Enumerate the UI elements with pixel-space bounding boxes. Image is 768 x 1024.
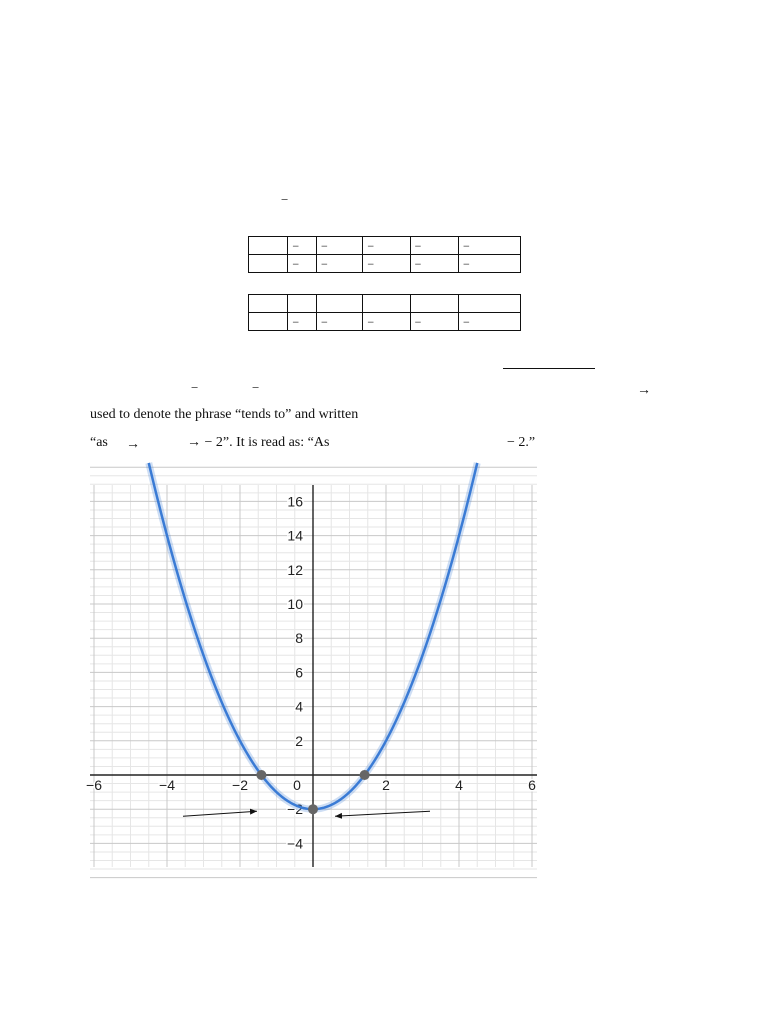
- table-row: [249, 255, 521, 273]
- table-cell: −: [458, 255, 520, 273]
- x-tick-label: 6: [528, 777, 536, 793]
- paragraph-line-3-start: “as: [90, 435, 108, 450]
- y-tick-label: 8: [295, 630, 303, 647]
- x-tick-label: −4: [159, 777, 175, 793]
- y-tick-label: 14: [287, 527, 303, 544]
- table-cell: −: [288, 255, 317, 273]
- blank-underline: [503, 368, 595, 369]
- paragraph-line-3-middle: → − 2”. It is read as: “As: [187, 435, 330, 450]
- table-cell: −: [458, 313, 520, 331]
- y-tick-label: −4: [287, 835, 303, 852]
- table-cell: −: [363, 255, 410, 273]
- x-tick-label: −6: [86, 777, 102, 793]
- y-tick-label: 6: [295, 664, 303, 681]
- table-cell: [288, 295, 317, 313]
- data-point: [308, 804, 318, 814]
- table-cell: −: [317, 237, 363, 255]
- table-cell: −: [288, 237, 317, 255]
- table-cell: −: [317, 255, 363, 273]
- y-tick-label: 2: [295, 732, 303, 749]
- values-table-1: [248, 236, 521, 273]
- arrow-symbol: →: [126, 437, 140, 452]
- table-cell: [410, 295, 458, 313]
- table-cell: [249, 237, 288, 255]
- table-cell: −: [363, 313, 410, 331]
- values-table-2: [248, 294, 521, 331]
- x-tick-label: 4: [455, 777, 463, 793]
- table-cell: −: [363, 237, 410, 255]
- table-cell: [458, 295, 520, 313]
- arrow-symbol: →: [637, 383, 651, 398]
- annotation-arrow-right: [183, 811, 257, 816]
- table-cell: [317, 295, 363, 313]
- y-tick-label: 16: [287, 493, 303, 510]
- data-point: [256, 770, 266, 780]
- table-cell: −: [458, 237, 520, 255]
- table-row: [249, 295, 521, 313]
- paragraph-line-2: used to denote the phrase “tends to” and written: [90, 407, 359, 422]
- x-tick-label: 2: [382, 777, 390, 793]
- y-tick-label: −2: [287, 801, 303, 818]
- parabola-graph: [86, 485, 537, 867]
- table-cell: [249, 295, 288, 313]
- table-row: [249, 313, 521, 331]
- y-tick-label: 12: [287, 561, 303, 578]
- y-tick-label: 10: [287, 596, 303, 612]
- paragraph-minus-b: −: [252, 380, 260, 395]
- x-tick-label: −2: [232, 777, 248, 793]
- intro-minus: −: [281, 192, 289, 207]
- paragraph-line-3-end: − 2.”: [507, 435, 536, 450]
- table-cell: [249, 313, 288, 331]
- table-cell: −: [410, 237, 458, 255]
- table-cell: −: [410, 255, 458, 273]
- y-tick-label: 4: [295, 698, 303, 715]
- data-point: [360, 770, 370, 780]
- table-cell: −: [288, 313, 317, 331]
- table-row: [249, 237, 521, 255]
- table-cell: [363, 295, 410, 313]
- table-cell: [249, 255, 288, 273]
- x-tick-label: 0: [293, 777, 301, 793]
- paragraph-minus-a: −: [191, 380, 199, 395]
- table-cell: −: [317, 313, 363, 331]
- table-cell: −: [410, 313, 458, 331]
